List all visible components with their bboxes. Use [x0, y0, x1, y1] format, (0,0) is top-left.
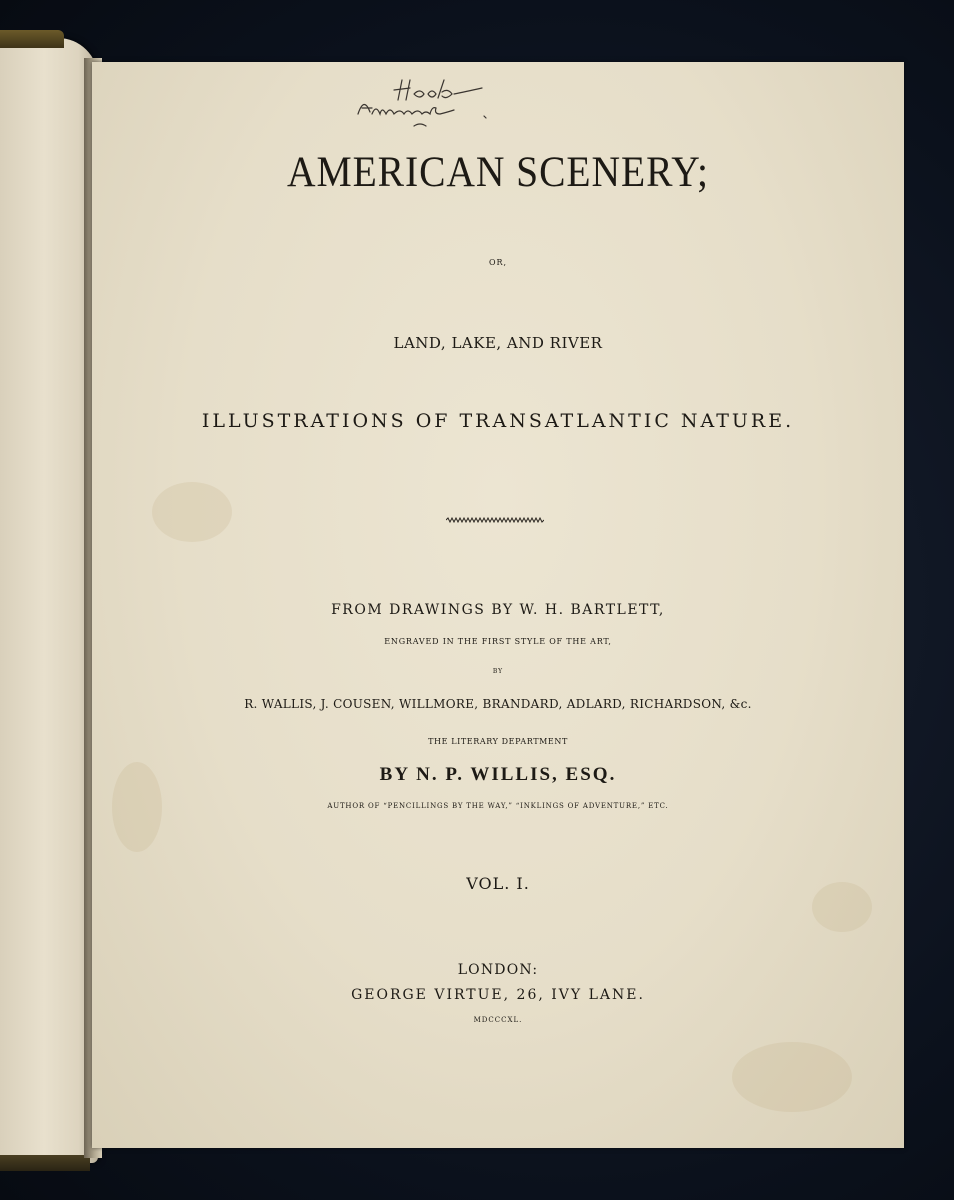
- book-title: AMERICAN SCENERY;: [287, 149, 709, 196]
- author-works: AUTHOR OF “PENCILLINGS BY THE WAY,” “INKLINGS OF ADVENTURE,” ETC.: [327, 802, 669, 810]
- subtitle-line-1: LAND, LAKE, AND RIVER: [393, 334, 603, 352]
- publication-date: MDCCCXL.: [473, 1016, 523, 1024]
- foxing-stain: [152, 482, 232, 542]
- title-conjunction: OR,: [488, 258, 508, 267]
- spine-gilt-top: [0, 30, 64, 48]
- publisher-name: GEORGE VIRTUE, 26, IVY LANE.: [351, 987, 645, 1003]
- engravers-list: R. WALLIS, J. COUSEN, WILLMORE, BRANDARD, ADLARD, RICHARDSON, &c.: [244, 697, 752, 711]
- handwritten-signature: [354, 70, 524, 140]
- engraving-note: ENGRAVED IN THE FIRST STYLE OF THE ART,: [384, 637, 612, 646]
- title-page: [92, 62, 904, 1148]
- subtitle-line-2: ILLUSTRATIONS OF TRANSATLANTIC NATURE.: [201, 410, 795, 432]
- publication-place: LONDON:: [457, 962, 539, 978]
- foxing-stain: [732, 1042, 852, 1112]
- literary-department-label: THE LITERARY DEPARTMENT: [428, 737, 568, 746]
- ornamental-rule: [446, 517, 544, 523]
- by-connector: BY: [492, 668, 504, 675]
- illustrator-credit: FROM DRAWINGS BY W. H. BARTLETT,: [331, 602, 665, 618]
- volume-number: VOL. I.: [466, 874, 530, 893]
- spine-gilt-bottom: [0, 1155, 90, 1171]
- author-credit: BY N. P. WILLIS, ESQ.: [379, 764, 617, 785]
